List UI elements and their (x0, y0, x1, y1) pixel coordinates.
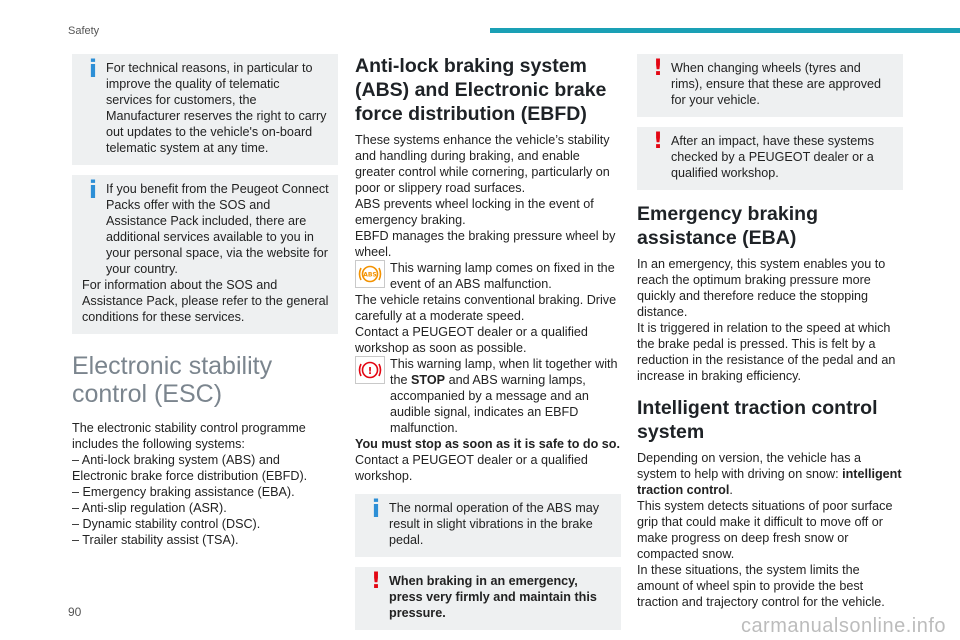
info-note-sos (72, 175, 338, 334)
itc-term: intelligent traction control (637, 467, 902, 497)
eba-text: It is triggered in relation to the speed at which the brake pedal is pressed. This is felt by a reduction in the resistance of the pedal and an increase in braking efficiency. (637, 321, 896, 383)
info-note-abs (355, 494, 621, 557)
abs-after-lamp: The vehicle retains conventional braking. Drive carefully at a moderate speed. (355, 293, 617, 323)
itc-text: In these situations, the system limits the amount of wheel spin to provide the best traction and trajectory control for the vehicle. (637, 563, 885, 609)
header-accent-bar (490, 28, 960, 33)
itc-text: This system detects situations of poor surface grip that could make it difficult to move off or make progress on deep fresh snow or compacted snow. (637, 499, 893, 561)
column-1 (72, 54, 338, 548)
esc-list-item: – Trailer stability assist (TSA). (72, 533, 239, 547)
stop-label: STOP (411, 373, 446, 387)
abs-lamp-row (355, 260, 621, 292)
note-text: The normal operation of the ABS may result in slight vibrations in the brake pedal. (389, 501, 600, 547)
eba-text: In an emergency, this system enables you to reach the optimum braking pressure more quickly and therefore reduce the stopping distance. (637, 257, 886, 319)
esc-list-item: – Anti-lock braking system (ABS) and Electronic brake force distribution (EBFD). (72, 453, 308, 483)
abs-warning-lamp-icon (355, 260, 385, 288)
ebfd-lamp-row (355, 356, 621, 436)
eba-heading: Emergency braking assistance (EBA) (637, 203, 818, 249)
esc-list-item: – Emergency braking assistance (EBA). (72, 485, 295, 499)
esc-list-item: – Anti-slip regulation (ASR). (72, 501, 227, 515)
warning-note-wheels (637, 54, 903, 117)
column-2 (355, 54, 621, 640)
note-text: After an impact, have these systems checked by a PEUGEOT dealer or a qualified workshop. (671, 134, 874, 180)
abs-after-lamp: Contact a PEUGEOT dealer or a qualified workshop as soon as possible. (355, 325, 588, 355)
info-icon: i (88, 176, 98, 204)
esc-intro: The electronic stability control programme includes the following systems: (72, 421, 306, 451)
esc-heading: Electronic stability control (ESC) (72, 352, 273, 408)
stop-instruction: You must stop as soon as it is safe to do so. (355, 437, 620, 451)
section-title: Safety (68, 25, 100, 37)
itc-heading: Intelligent traction control system (637, 397, 878, 443)
note-text: If you benefit from the Peugeot Connect Packs offer with the SOS and Assistance Pack included, there are additional services available to you in your personal space, via the website for your country. (106, 182, 329, 276)
abs-heading: Anti-lock braking system (ABS) and Electronic brake force distribution (EBFD) (355, 55, 607, 125)
abs-intro: These systems enhance the vehicle’s stability and handling during braking, and enable greater control while cornering, particularly on poor or slippery road surfaces. (355, 133, 610, 195)
info-icon: i (371, 495, 381, 523)
note-text: For information about the SOS and Assistance Pack, please refer to the general conditions for these services. (82, 278, 329, 324)
ebfd-lamp-text: This warning lamp, when lit together with the STOP and ABS warning lamps, accompanied by a message and an audible signal, indicates an EBFD malfunction. (390, 357, 618, 435)
abs-lamp-text: This warning lamp comes on fixed in the event of an ABS malfunction. (390, 261, 615, 291)
note-text: For technical reasons, in particular to improve the quality of telematic services for customers, the Manufacturer reserves the right to carry out updates to the vehicle's on-board telematic system at any time. (106, 61, 327, 155)
abs-intro: EBFD manages the braking pressure wheel by wheel. (355, 229, 616, 259)
brake-warning-lamp-icon (355, 356, 385, 384)
page-number: 90 (68, 605, 82, 619)
column-3 (637, 54, 903, 610)
watermark: carmanualsonline.info (740, 615, 946, 637)
contact-text: Contact a PEUGEOT dealer or a qualified workshop. (355, 453, 588, 483)
warning-note-braking (355, 567, 621, 630)
exclamation-icon: ! (652, 129, 664, 154)
itc-intro: Depending on version, the vehicle has a system to help with driving on snow: intelligent traction control. (637, 451, 902, 497)
exclamation-icon: ! (370, 569, 382, 594)
warning-note-impact (637, 127, 903, 190)
info-icon: i (88, 55, 98, 83)
svg-text:!: ! (367, 366, 373, 377)
note-text: When braking in an emergency, press very firmly and maintain this pressure. (389, 574, 597, 620)
exclamation-icon: ! (652, 56, 664, 81)
note-text: When changing wheels (tyres and rims), ensure that these are approved for your vehicle. (671, 61, 882, 107)
info-note-telematics (72, 54, 338, 165)
svg-text:ABS: ABS (363, 271, 377, 279)
abs-intro: ABS prevents wheel locking in the event of emergency braking. (355, 197, 594, 227)
esc-list-item: – Dynamic stability control (DSC). (72, 517, 261, 531)
